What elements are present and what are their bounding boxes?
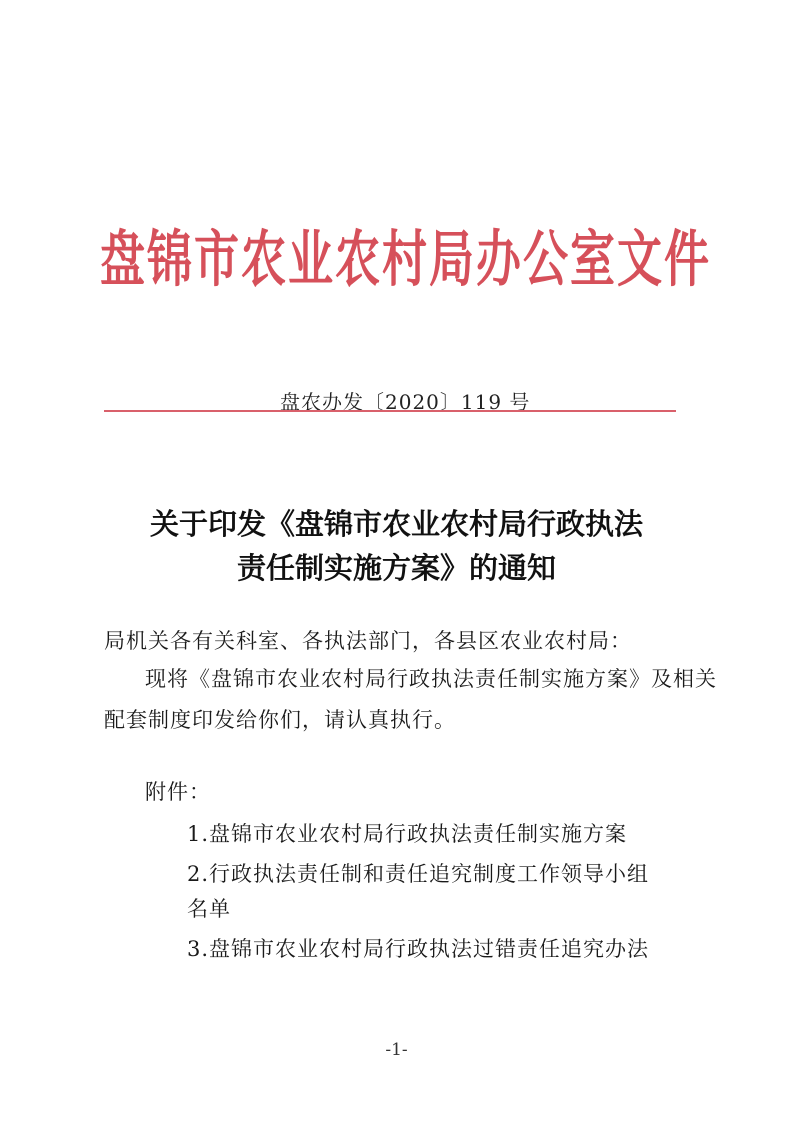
attachments-label: 附件： — [145, 780, 211, 804]
document-number: 盘农办发〔2020〕119 号 — [280, 390, 531, 414]
notice-title-line-1: 关于印发《盘锦市农业农村局行政执法 — [149, 507, 643, 541]
body-paragraph-line-2: 配套制度印发给你们，请认真执行。 — [104, 708, 456, 732]
attachment-item-2-line-2: 名单 — [187, 897, 231, 921]
notice-title-line-2: 责任制实施方案》的通知 — [236, 551, 556, 585]
red-divider-line — [104, 410, 676, 412]
salutation: 局机关各有关科室、各执法部门，各县区农业农村局： — [104, 629, 632, 653]
attachment-item-3: 3.盘锦市农业农村局行政执法过错责任追究办法 — [187, 937, 650, 961]
document-header-title: 盘锦市农业农村局办公室文件 — [100, 223, 712, 296]
page-number: -1- — [385, 1040, 408, 1060]
attachment-item-1: 1.盘锦市农业农村局行政执法责任制实施方案 — [187, 822, 628, 846]
body-paragraph-line-1: 现将《盘锦市农业农村局行政执法责任制实施方案》及相关 — [145, 667, 717, 691]
attachment-item-2-line-1: 2.行政执法责任制和责任追究制度工作领导小组 — [187, 862, 650, 886]
